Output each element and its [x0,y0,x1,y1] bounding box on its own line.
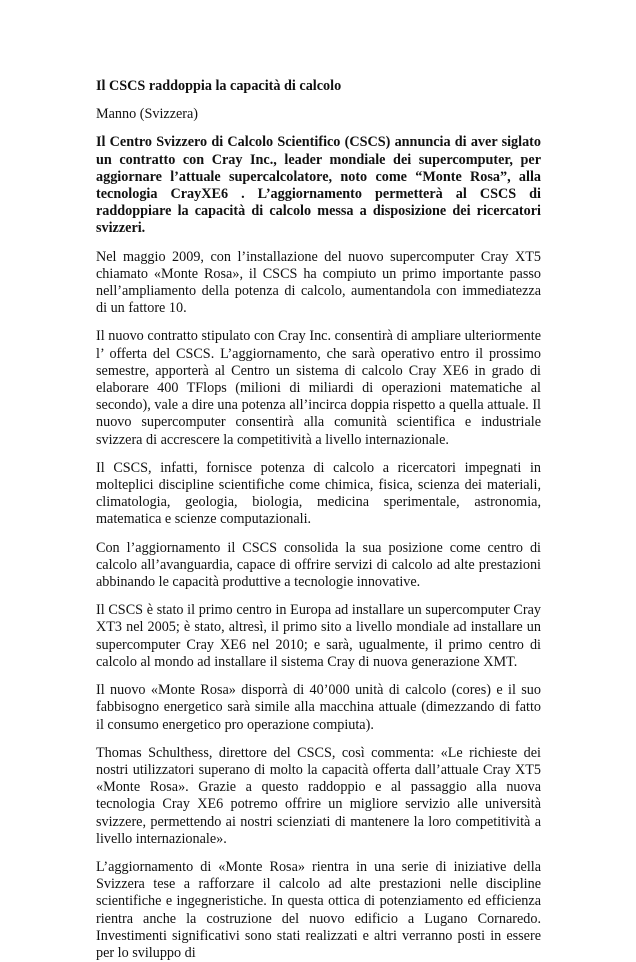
paragraph-quote: Thomas Schulthess, direttore del CSCS, così commenta: «Le richieste dei nostri utilizzatori superano di molto la capacità offerta dall’attuale Cray XT5 «Monte Rosa». Grazie a questo raddoppio e al passaggio alla nuova tecnologia Cray XE6 potremo offrire un migliore servizio alle università svizzere, permettendo ai nostri scienziati di mantenere la loro competitività a livello internazionale». [96,744,541,847]
paragraph-initiatives: L’aggiornamento di «Monte Rosa» rientra in una serie di iniziative della Svizzera tese a rafforzare il calcolo ad alte prestazioni nelle discipline scientifiche e ingegneristiche. In questa ottica di potenziamento ed efficienza rientra anche la costruzione del nuovo edificio a Lugano Cornaredo. Investimenti significativi sono stati realizzati e altri verranno posti in essere per lo sviluppo di [96,858,541,961]
paragraph-position: Con l’aggiornamento il CSCS consolida la sua posizione come centro di calcolo all’avanguardia, capace di offrire servizi di calcolo ad alte prestazioni abbinando le capacità produttive a tecnologie innovative. [96,539,541,591]
paragraph-new-contract: Il nuovo contratto stipulato con Cray Inc. consentirà di ampliare ulteriormente l’ offerta del CSCS. L’aggiornamento, che sarà operativo entro il prossimo semestre, apporterà al Centro un sistema di calcolo Cray XE6 in grado di elaborare 400 TFlops (milioni di miliardi di operazioni matematiche al secondo), vale a dire una potenza all’incirca doppia rispetto a quella attuale. Il nuovo supercomputer consentirà alla comunità scientifica e industriale svizzera di accrescere la competitività a livello internazionale. [96,328,541,448]
paragraph-history: Il CSCS è stato il primo centro in Europa ad installare un supercomputer Cray XT3 nel 2005; è stato, altresì, il primo sito a livello mondiale ad installare un supercomputer Cray XE6 nel 2010; e sarà, ugualmente, il primo centro di calcolo al mondo ad installare il sistema Cray di nuova generazione XMT. [96,602,541,670]
dateline: Manno (Svizzera) [96,106,199,123]
paragraph-2009-install: Nel maggio 2009, con l’installazione del nuovo supercomputer Cray XT5 chiamato «Monte Rosa», il CSCS ha compiuto un primo importante passo nell’ampliamento della potenza di calcolo, aumentandola con immediatezza di un fattore 10. [96,248,541,317]
paragraph-disciplines: Il CSCS, infatti, fornisce potenza di calcolo a ricercatori impegnati in molteplici discipline scientifiche come chimica, fisica, scienza dei materiali, climatologia, geologia, biologia, medicina sperimentale, astronomia, matematica e scienze computazionali. [96,459,541,528]
paragraph-cores: Il nuovo «Monte Rosa» disporrà di 40’000 unità di calcolo (cores) e il suo fabbisogno energetico sarà simile alla macchina attuale (dimezzando di fatto il consumo energetico pro operazione compiuta). [96,682,541,733]
document-page [96,78,541,962]
lead-paragraph: Il Centro Svizzero di Calcolo Scientifico (CSCS) annuncia di aver siglato un contratto con Cray Inc., leader mondiale dei supercomputer, per aggiornare l’attuale supercalcolatore, noto come “Monte Rosa”, alla tecnologia CrayXE6 . L’aggiornamento permetterà al CSCS di raddoppiare la capacità di calcolo messa a disposizione dei ricercatori svizzeri. [96,134,541,237]
document-title: Il CSCS raddoppia la capacità di calcolo [96,78,342,94]
